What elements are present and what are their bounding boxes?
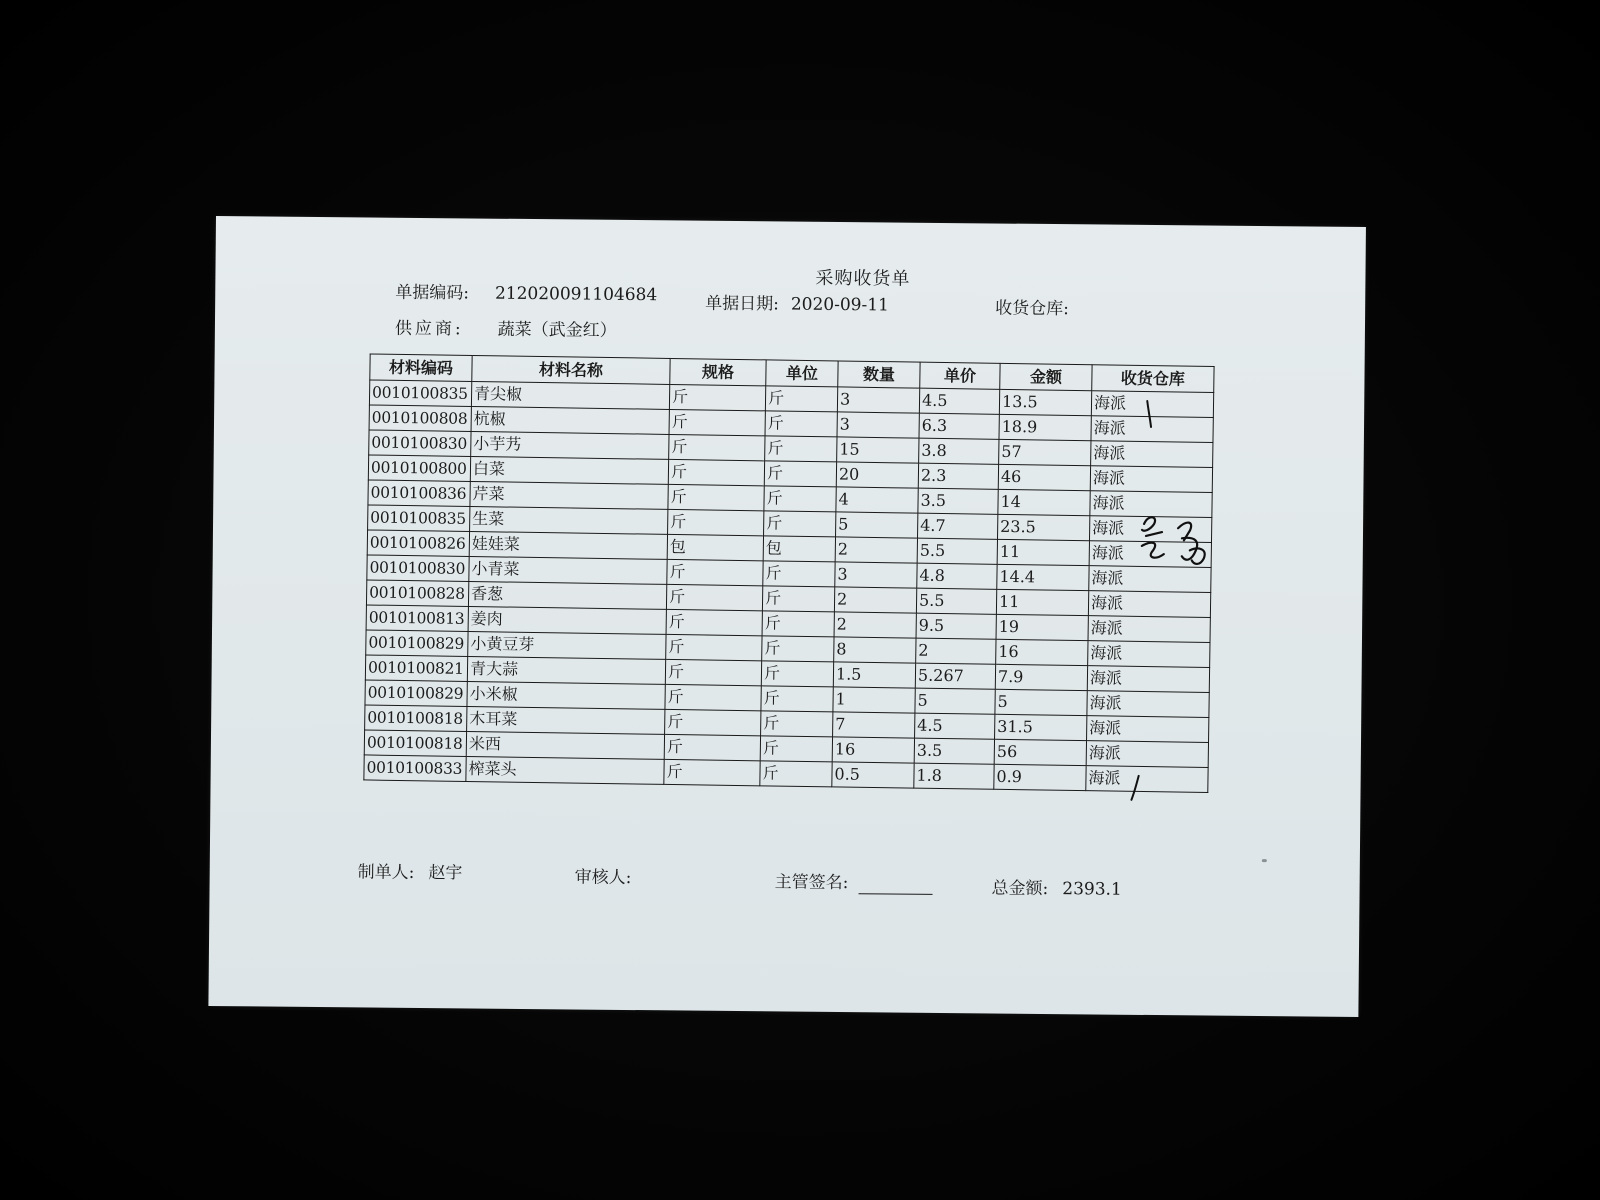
cell-amount: 19 (996, 614, 1088, 640)
cell-amount: 14.4 (997, 564, 1089, 590)
supervisor-label: 主管签名: (774, 872, 849, 894)
cell-unit-price: 9.5 (916, 613, 996, 639)
cell-quantity: 2 (835, 537, 917, 563)
cell-code: 0010100828 (366, 580, 468, 607)
cell-warehouse: 海派 (1089, 541, 1211, 568)
cell-amount: 23.5 (997, 514, 1089, 540)
cell-name: 小青菜 (469, 556, 667, 584)
doc-date-field (705, 289, 889, 316)
cell-quantity: 3 (837, 387, 919, 413)
cell-code: 0010100821 (365, 655, 467, 682)
cell-code: 0010100829 (365, 680, 467, 707)
cell-quantity: 3 (837, 412, 919, 438)
cell-quantity: 5 (836, 512, 918, 538)
cell-quantity: 3 (835, 562, 917, 588)
cell-quantity: 1.5 (833, 662, 915, 688)
supervisor-signature-field (775, 867, 933, 895)
cell-spec: 斤 (666, 584, 762, 610)
cell-unit-price: 4.5 (919, 388, 999, 414)
cell-code: 0010100836 (368, 480, 470, 507)
cell-name: 白菜 (470, 456, 668, 484)
cell-quantity: 15 (837, 437, 919, 463)
cell-amount: 46 (998, 464, 1090, 490)
cell-unit-price: 1.8 (914, 763, 994, 789)
cell-warehouse: 海派 (1089, 566, 1211, 593)
cell-amount: 57 (999, 439, 1091, 465)
cell-spec: 斤 (669, 434, 765, 460)
column-header-amount: 金额 (1000, 363, 1092, 390)
handwritten-tick-top (1145, 399, 1155, 431)
cell-amount: 5 (995, 689, 1087, 715)
cell-code: 0010100813 (366, 605, 468, 632)
receipt-paper (208, 216, 1366, 1017)
cell-unit: 斤 (762, 636, 834, 662)
cell-warehouse: 海派 (1091, 416, 1213, 443)
cell-unit-price: 5.5 (916, 588, 996, 614)
cell-code: 0010100835 (368, 505, 470, 532)
maker-value: 赵宇 (428, 863, 463, 884)
cell-amount: 7.9 (995, 664, 1087, 690)
handwritten-signature (1138, 510, 1219, 581)
cell-unit-price: 4.5 (915, 713, 995, 739)
doc-number-field (395, 278, 657, 306)
cell-name: 娃娃菜 (469, 531, 667, 559)
cell-unit: 斤 (765, 411, 837, 437)
column-header-name: 材料名称 (472, 356, 670, 385)
receiving-warehouse-field (995, 293, 1081, 319)
items-table (363, 353, 1214, 792)
total-value: 2393.1 (1062, 879, 1122, 900)
cell-unit-price: 3.8 (919, 438, 999, 464)
cell-warehouse: 海派 (1088, 641, 1210, 668)
cell-unit-price: 4.7 (918, 513, 998, 539)
cell-unit-price: 3.5 (918, 488, 998, 514)
cell-warehouse: 海派 (1087, 716, 1209, 743)
cell-code: 0010100830 (367, 555, 469, 582)
cell-unit: 斤 (762, 611, 834, 637)
cell-spec: 斤 (665, 684, 761, 710)
doc-number-label: 单据编码: (395, 282, 470, 304)
cell-spec: 斤 (669, 409, 765, 435)
cell-warehouse: 海派 (1091, 441, 1213, 468)
cell-warehouse: 海派 (1086, 741, 1208, 768)
auditor-field (575, 862, 632, 888)
cell-name: 生菜 (470, 506, 668, 534)
cell-quantity: 8 (834, 637, 916, 663)
cell-quantity: 2 (834, 612, 916, 638)
cell-amount: 14 (998, 489, 1090, 515)
cell-code: 0010100800 (368, 455, 470, 482)
cell-warehouse: 海派 (1090, 491, 1212, 518)
cell-spec: 斤 (668, 484, 764, 510)
cell-spec: 斤 (665, 709, 761, 735)
cell-amount: 16 (996, 639, 1088, 665)
cell-spec: 包 (667, 534, 763, 560)
column-header-unit: 单位 (766, 360, 838, 387)
cell-amount: 31.5 (995, 714, 1087, 740)
cell-amount: 56 (994, 739, 1086, 765)
cell-unit: 斤 (765, 386, 837, 412)
cell-unit-price: 5.267 (915, 663, 995, 689)
cell-quantity: 0.5 (832, 762, 914, 788)
cell-name: 杭椒 (471, 406, 669, 434)
cell-code: 0010100830 (369, 430, 471, 457)
cell-spec: 斤 (666, 609, 762, 635)
cell-warehouse: 海派 (1091, 391, 1213, 418)
doc-number-value: 212020091104684 (494, 283, 658, 306)
cell-quantity: 2 (834, 587, 916, 613)
maker-label: 制单人: (357, 862, 415, 883)
cell-warehouse: 海派 (1089, 516, 1211, 543)
document-title: 采购收货单 (815, 267, 911, 290)
column-header-unit-price: 单价 (920, 362, 1000, 389)
cell-unit: 斤 (765, 436, 837, 462)
cell-quantity: 1 (833, 687, 915, 713)
cell-code: 0010100833 (364, 755, 466, 782)
cell-code: 0010100826 (367, 530, 469, 557)
cell-quantity: 7 (833, 712, 915, 738)
column-header-quantity: 数量 (838, 361, 920, 388)
cell-warehouse: 海派 (1088, 616, 1210, 643)
cell-unit-price: 6.3 (919, 413, 999, 439)
cell-amount: 11 (996, 589, 1088, 615)
column-header-code: 材料编码 (370, 354, 472, 382)
cell-name: 姜肉 (468, 606, 666, 634)
cell-unit-price: 5.5 (917, 538, 997, 564)
supplier-label: 供应商: (394, 318, 464, 340)
cell-warehouse: 海派 (1090, 466, 1212, 493)
cell-unit-price: 2.3 (918, 463, 998, 489)
cell-quantity: 4 (836, 487, 918, 513)
cell-warehouse: 海派 (1088, 591, 1210, 618)
paper-speck (1262, 859, 1267, 862)
cell-spec: 斤 (668, 509, 764, 535)
cell-spec: 斤 (664, 759, 760, 785)
cell-spec: 斤 (669, 384, 765, 410)
signature-blank-line (858, 893, 932, 895)
cell-spec: 斤 (668, 459, 764, 485)
cell-warehouse: 海派 (1087, 666, 1209, 693)
cell-name: 木耳菜 (467, 706, 665, 734)
items-table-body (364, 380, 1214, 792)
cell-spec: 斤 (664, 734, 760, 760)
cell-spec: 斤 (666, 634, 762, 660)
cell-unit-price: 5 (915, 688, 995, 714)
cell-unit: 包 (763, 536, 835, 562)
cell-name: 小黄豆芽 (468, 631, 666, 659)
cell-warehouse: 海派 (1086, 766, 1208, 793)
cell-name: 青大蒜 (467, 656, 665, 684)
cell-unit: 斤 (760, 761, 832, 787)
cell-name: 米西 (466, 731, 664, 759)
receiving-warehouse-label: 收货仓库: (995, 298, 1069, 320)
cell-code: 0010100835 (369, 380, 471, 407)
cell-name: 香葱 (468, 581, 666, 609)
cell-name: 榨菜头 (466, 756, 664, 784)
cell-code: 0010100818 (365, 705, 467, 732)
cell-unit: 斤 (761, 711, 833, 737)
cell-unit: 斤 (761, 686, 833, 712)
auditor-label: 审核人: (574, 867, 632, 889)
cell-unit-price: 3.5 (914, 738, 994, 764)
cell-unit: 斤 (762, 586, 834, 612)
supplier-field (395, 314, 617, 341)
cell-unit: 斤 (764, 486, 836, 512)
cell-quantity: 16 (832, 737, 914, 763)
doc-date-label: 单据日期: (705, 293, 780, 315)
cell-amount: 13.5 (999, 389, 1091, 415)
maker-field (358, 857, 463, 883)
cell-name: 小芋艿 (471, 431, 669, 459)
supplier-value: 蔬菜（武金红） (497, 319, 617, 341)
total-label: 总金额: (991, 878, 1049, 900)
cell-name: 青尖椒 (471, 381, 669, 409)
cell-warehouse: 海派 (1087, 691, 1209, 718)
cell-amount: 18.9 (999, 414, 1091, 440)
column-header-spec: 规格 (670, 358, 766, 385)
cell-code: 0010100818 (364, 730, 466, 757)
cell-amount: 0.9 (994, 764, 1086, 790)
cell-amount: 11 (997, 539, 1089, 565)
cell-name: 芹菜 (470, 481, 668, 509)
cell-unit: 斤 (764, 461, 836, 487)
total-amount-field (991, 873, 1121, 899)
column-header-warehouse: 收货仓库 (1092, 365, 1214, 393)
cell-spec: 斤 (667, 559, 763, 585)
cell-unit-price: 2 (916, 638, 996, 664)
doc-date-value: 2020-09-11 (790, 294, 890, 316)
cell-unit: 斤 (764, 511, 836, 537)
cell-unit: 斤 (760, 736, 832, 762)
cell-spec: 斤 (665, 659, 761, 685)
cell-code: 0010100808 (369, 405, 471, 432)
cell-name: 小米椒 (467, 681, 665, 709)
cell-code: 0010100829 (366, 630, 468, 657)
cell-unit: 斤 (761, 661, 833, 687)
cell-unit: 斤 (763, 561, 835, 587)
cell-quantity: 20 (836, 462, 918, 488)
handwritten-tick-bottom (1128, 774, 1142, 804)
cell-unit-price: 4.8 (917, 563, 997, 589)
